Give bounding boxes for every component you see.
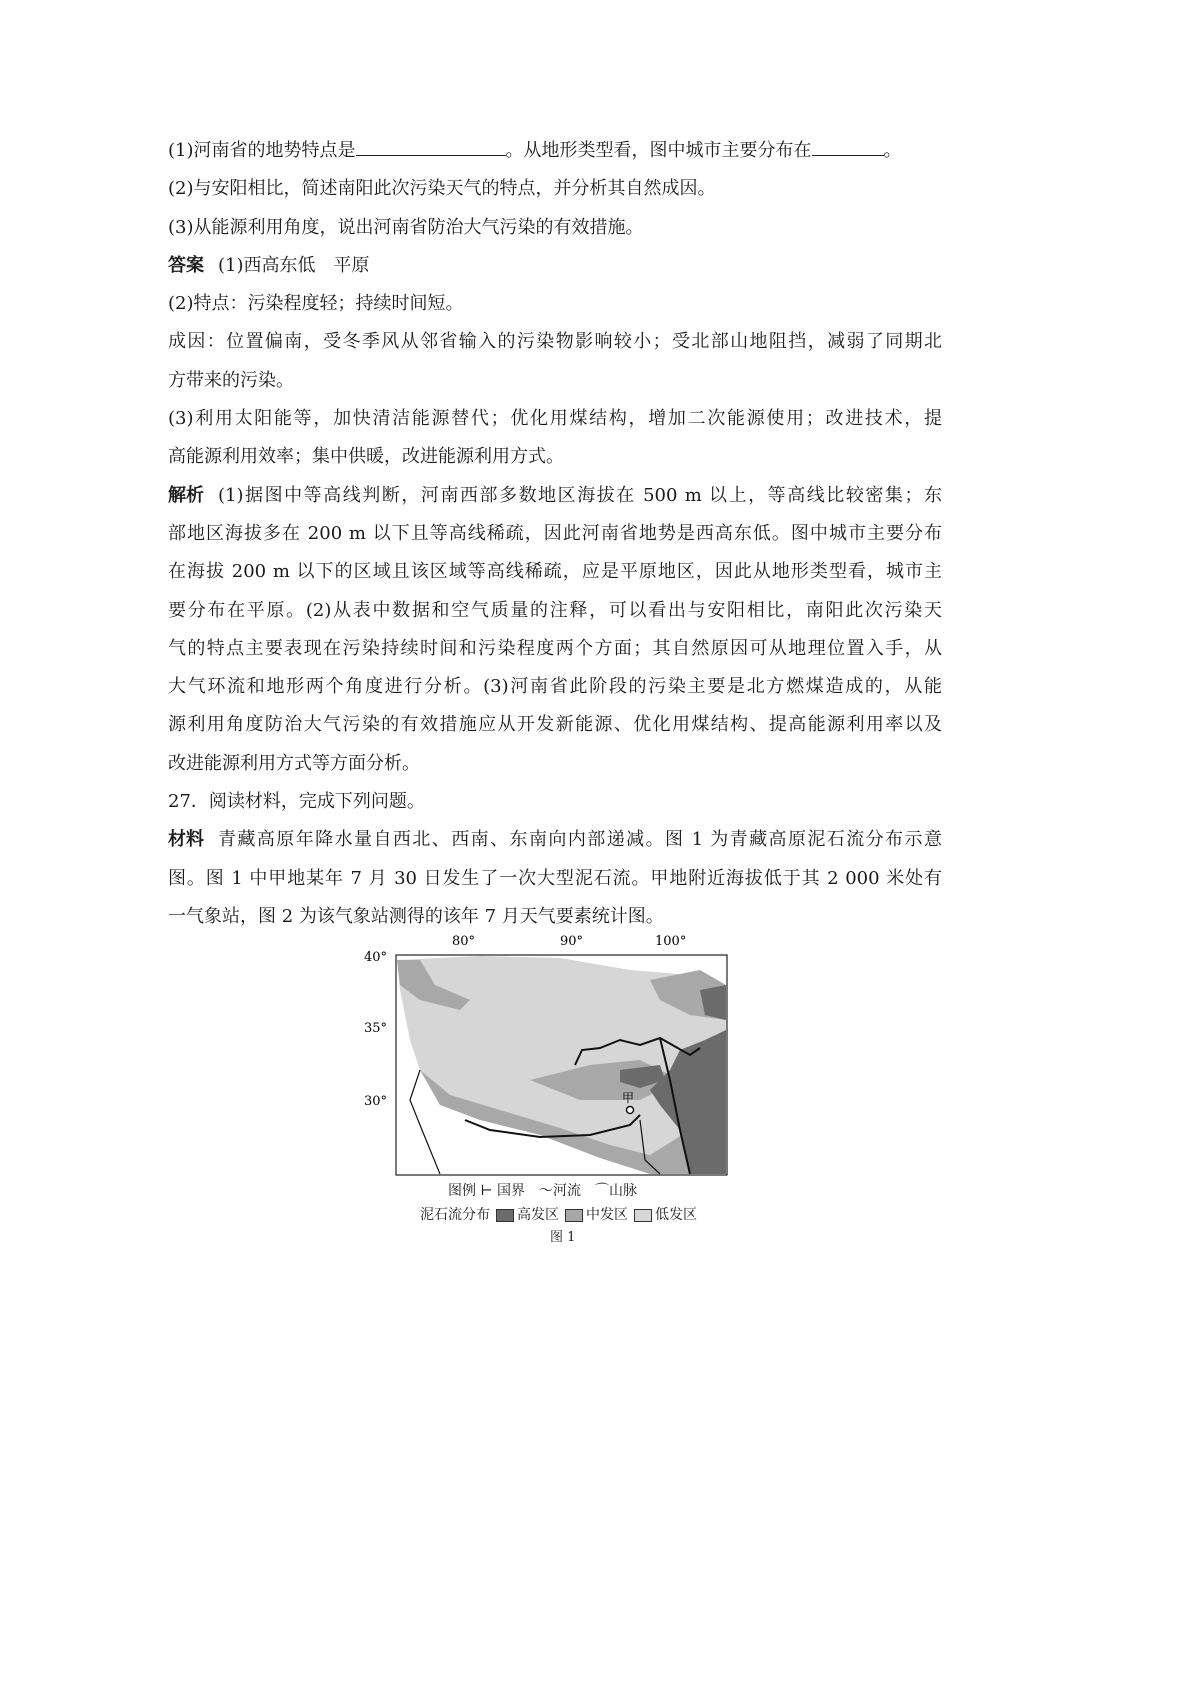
- answer-line: [168, 247, 942, 285]
- analysis-line: 大气环流和地形两个角度进行分析。(3)河南省此阶段的污染主要是北方燃煤造成的，从能: [168, 676, 942, 698]
- analysis-line: 要分布在平原。(2)从表中数据和空气质量的注释，可以看出与安阳相比，南阳此次污染天: [168, 599, 942, 621]
- question-27-title: 27．阅读材料，完成下列问题。: [168, 791, 425, 813]
- legend-item: 山脉: [608, 1183, 637, 1199]
- lon-label: 90°: [560, 934, 584, 949]
- answer-text: (1)西高东低 平原: [218, 254, 370, 276]
- lon-label: 80°: [452, 934, 476, 949]
- material-line: [168, 821, 942, 859]
- answer-label: 答案: [168, 254, 204, 276]
- analysis-line: 源利用角度防治大气污染的有效措施应从开发新能源、优化用煤结构、提高能源利用率以及: [168, 714, 942, 736]
- answer-blank: [356, 139, 506, 156]
- analysis-line: 在海拔 200 m 以下的区域且该区域等高线稀疏，应是平原地区，因此从地形类型看，城市主: [168, 561, 942, 583]
- question-3: (3)从能源利用角度，说出河南省防治大气污染的有效措施。: [168, 216, 644, 238]
- document-body: [168, 132, 942, 936]
- lat-label: 40°: [364, 950, 388, 965]
- analysis-line: 改进能源利用方式等方面分析。: [168, 752, 420, 774]
- legend-item: 中发区: [586, 1207, 628, 1223]
- legend-item: 河流: [552, 1183, 581, 1199]
- answer-line: (3)利用太阳能等，加快清洁能源替代；优化用煤结构，增加二次能源使用；改进技术，提: [168, 408, 942, 430]
- analysis-label: 解析: [168, 484, 204, 506]
- lon-label: 100°: [655, 934, 687, 949]
- question-1: [168, 132, 942, 170]
- answer-line: 成因：位置偏南，受冬季风从邻省输入的污染物影响较小；受北部山地阻挡，减弱了同期北: [168, 331, 942, 353]
- material-line: 图。图 1 中甲地某年 7 月 30 日发生了一次大型泥石流。甲地附近海拔低于其 2 000 米处有: [168, 867, 942, 889]
- legend-title: 图例: [448, 1183, 476, 1199]
- legend-row-1: [448, 1180, 637, 1200]
- q1-text-3: 。: [883, 140, 902, 161]
- question-2: (2)与安阳相比，简述南阳此次污染天气的特点，并分析其自然成因。: [168, 178, 716, 200]
- debris-flow-map: [360, 930, 740, 1250]
- legend-row-2: [420, 1204, 697, 1224]
- place-label: 甲: [622, 1091, 635, 1105]
- material-text: 青藏高原年降水量自西北、西南、东南向内部递减。图 1 为青藏高原泥石流分布示意: [218, 829, 942, 851]
- answer-line: 高能源利用效率；集中供暖，改进能源利用方式。: [168, 446, 564, 468]
- legend-item: 国界: [496, 1183, 525, 1199]
- river-icon: 〜: [538, 1183, 553, 1199]
- mid-swatch: [565, 1209, 583, 1222]
- analysis-text: (1)据图中等高线判断，河南西部多数地区海拔在 500 m 以上，等高线比较密集；东: [218, 484, 942, 506]
- place-marker: [627, 1107, 634, 1114]
- high-swatch: [496, 1209, 514, 1222]
- answer-line: (2)特点：污染程度轻；持续时间短。: [168, 293, 464, 315]
- legend-item: 低发区: [655, 1207, 697, 1223]
- analysis-line: [168, 477, 942, 515]
- mountain-icon: ⌒: [594, 1183, 609, 1199]
- material-line: 一气象站，图 2 为该气象站测得的该年 7 月天气要素统计图。: [168, 905, 664, 927]
- analysis-line: 气的特点主要表现在污染持续时间和污染程度两个方面；其自然原因可从地理位置入手，从: [168, 637, 942, 659]
- lat-label: 30°: [364, 1094, 388, 1109]
- q1-text: (1)河南省的地势特点是: [168, 140, 356, 161]
- answer-line: 方带来的污染。: [168, 369, 294, 391]
- low-swatch: [634, 1209, 652, 1222]
- border-icon: ⊢: [480, 1183, 493, 1199]
- legend-item: 高发区: [517, 1207, 559, 1223]
- material-label: 材料: [168, 829, 204, 851]
- figure-caption: 图 1: [550, 1230, 576, 1245]
- answer-blank: [812, 139, 884, 156]
- legend-title: 泥石流分布: [420, 1207, 490, 1223]
- lat-label: 35°: [364, 1021, 388, 1036]
- q1-text-2: 。从地形类型看，图中城市主要分布在: [505, 140, 812, 161]
- analysis-line: 部地区海拔多在 200 m 以下且等高线稀疏，因此河南省地势是西高东低。图中城市主要分布: [168, 522, 942, 544]
